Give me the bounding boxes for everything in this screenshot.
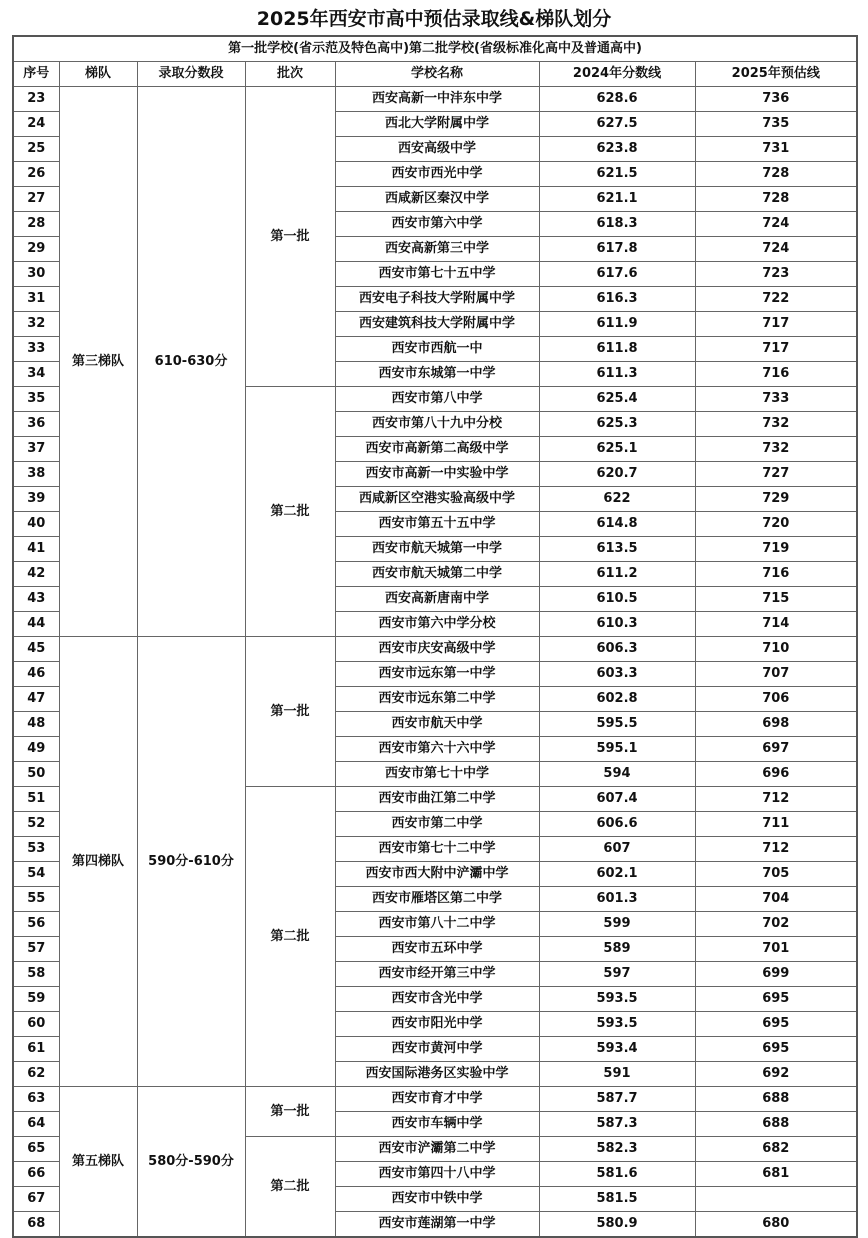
score-2024: 581.6 <box>539 1162 695 1187</box>
score-2024: 599 <box>539 912 695 937</box>
score-2025: 729 <box>695 487 857 512</box>
row-seq: 49 <box>13 737 59 762</box>
score-2025: 724 <box>695 212 857 237</box>
school-name: 西安市远东第一中学 <box>335 662 539 687</box>
score-2024: 595.5 <box>539 712 695 737</box>
score-2024: 625.1 <box>539 437 695 462</box>
row-seq: 29 <box>13 237 59 262</box>
row-seq: 64 <box>13 1112 59 1137</box>
school-name: 西咸新区空港实验高级中学 <box>335 487 539 512</box>
score-2025: 688 <box>695 1087 857 1112</box>
school-name: 西安市雁塔区第二中学 <box>335 887 539 912</box>
batch-cell: 第二批 <box>245 387 335 637</box>
score-range-cell: 610-630分 <box>137 87 245 637</box>
row-seq: 45 <box>13 637 59 662</box>
score-2025: 717 <box>695 337 857 362</box>
table-row <box>13 1087 857 1112</box>
score-2024: 606.6 <box>539 812 695 837</box>
school-name: 西安市第八十九中分校 <box>335 412 539 437</box>
school-name: 西安高新唐南中学 <box>335 587 539 612</box>
row-seq: 54 <box>13 862 59 887</box>
tier-cell: 第五梯队 <box>59 1087 137 1238</box>
score-2025: 706 <box>695 687 857 712</box>
score-2025: 728 <box>695 162 857 187</box>
score-2025: 732 <box>695 437 857 462</box>
score-2025: 682 <box>695 1137 857 1162</box>
score-2024: 580.9 <box>539 1212 695 1238</box>
school-name: 西安市庆安高级中学 <box>335 637 539 662</box>
score-2024: 625.3 <box>539 412 695 437</box>
school-name: 西安市经开第三中学 <box>335 962 539 987</box>
page-title: 2025年西安市高中预估录取线&梯队划分 <box>256 8 612 30</box>
row-seq: 28 <box>13 212 59 237</box>
score-2024: 611.9 <box>539 312 695 337</box>
score-2024: 597 <box>539 962 695 987</box>
score-2024: 591 <box>539 1062 695 1087</box>
score-2025: 692 <box>695 1062 857 1087</box>
score-2025: 695 <box>695 987 857 1012</box>
score-2025: 697 <box>695 737 857 762</box>
score-2024: 581.5 <box>539 1187 695 1212</box>
score-2024: 614.8 <box>539 512 695 537</box>
row-seq: 65 <box>13 1137 59 1162</box>
score-2025: 733 <box>695 387 857 412</box>
score-2025: 728 <box>695 187 857 212</box>
row-seq: 34 <box>13 362 59 387</box>
school-name: 西安市第八十二中学 <box>335 912 539 937</box>
row-seq: 61 <box>13 1037 59 1062</box>
school-name: 西安市浐灞第二中学 <box>335 1137 539 1162</box>
school-name: 西安市第二中学 <box>335 812 539 837</box>
score-2025: 712 <box>695 837 857 862</box>
header-tier: 梯队 <box>59 62 137 87</box>
admission-table <box>12 35 858 1238</box>
score-2025: 719 <box>695 537 857 562</box>
score-2025: 688 <box>695 1112 857 1137</box>
row-seq: 55 <box>13 887 59 912</box>
row-seq: 40 <box>13 512 59 537</box>
score-2025: 695 <box>695 1037 857 1062</box>
row-seq: 32 <box>13 312 59 337</box>
score-2024: 603.3 <box>539 662 695 687</box>
score-2025: 727 <box>695 462 857 487</box>
score-2025: 732 <box>695 412 857 437</box>
score-2025 <box>695 1187 857 1212</box>
score-2024: 623.8 <box>539 137 695 162</box>
row-seq: 62 <box>13 1062 59 1087</box>
score-2024: 607 <box>539 837 695 862</box>
score-2024: 593.5 <box>539 1012 695 1037</box>
school-name: 西安市育才中学 <box>335 1087 539 1112</box>
score-range-cell: 580分-590分 <box>137 1087 245 1238</box>
row-seq: 24 <box>13 112 59 137</box>
batch-cell: 第二批 <box>245 787 335 1087</box>
row-seq: 52 <box>13 812 59 837</box>
row-seq: 58 <box>13 962 59 987</box>
score-2024: 611.3 <box>539 362 695 387</box>
row-seq: 30 <box>13 262 59 287</box>
score-2025: 714 <box>695 612 857 637</box>
table-row <box>13 87 857 112</box>
score-2024: 606.3 <box>539 637 695 662</box>
row-seq: 57 <box>13 937 59 962</box>
school-name: 西咸新区秦汉中学 <box>335 187 539 212</box>
row-seq: 59 <box>13 987 59 1012</box>
row-seq: 56 <box>13 912 59 937</box>
school-name: 西安市航天城第一中学 <box>335 537 539 562</box>
school-name: 西安市高新一中实验中学 <box>335 462 539 487</box>
school-name: 西安市第六中学 <box>335 212 539 237</box>
score-2024: 602.1 <box>539 862 695 887</box>
score-2024: 621.5 <box>539 162 695 187</box>
row-seq: 63 <box>13 1087 59 1112</box>
school-name: 西安市航天中学 <box>335 712 539 737</box>
school-name: 西安市中铁中学 <box>335 1187 539 1212</box>
school-name: 西安市东城第一中学 <box>335 362 539 387</box>
row-seq: 53 <box>13 837 59 862</box>
school-name: 西安高级中学 <box>335 137 539 162</box>
score-2024: 610.3 <box>539 612 695 637</box>
row-seq: 66 <box>13 1162 59 1187</box>
score-2024: 587.3 <box>539 1112 695 1137</box>
score-2025: 699 <box>695 962 857 987</box>
school-name: 西北大学附属中学 <box>335 112 539 137</box>
school-name: 西安高新第三中学 <box>335 237 539 262</box>
score-2024: 587.7 <box>539 1087 695 1112</box>
score-2024: 611.2 <box>539 562 695 587</box>
batch-cell: 第一批 <box>245 637 335 787</box>
score-2024: 617.6 <box>539 262 695 287</box>
score-2025: 680 <box>695 1212 857 1238</box>
score-2024: 601.3 <box>539 887 695 912</box>
row-seq: 50 <box>13 762 59 787</box>
school-name: 西安市航天城第二中学 <box>335 562 539 587</box>
header-school: 学校名称 <box>335 62 539 87</box>
row-seq: 38 <box>13 462 59 487</box>
score-2024: 582.3 <box>539 1137 695 1162</box>
school-name: 西安市高新第二高级中学 <box>335 437 539 462</box>
tier-cell: 第四梯队 <box>59 637 137 1087</box>
score-2024: 616.3 <box>539 287 695 312</box>
school-name: 西安市曲江第二中学 <box>335 787 539 812</box>
score-2025: 735 <box>695 112 857 137</box>
school-name: 西安高新一中沣东中学 <box>335 87 539 112</box>
table-row <box>13 637 857 662</box>
score-2025: 731 <box>695 137 857 162</box>
school-name: 西安市远东第二中学 <box>335 687 539 712</box>
score-2025: 710 <box>695 637 857 662</box>
score-2025: 707 <box>695 662 857 687</box>
score-2024: 621.1 <box>539 187 695 212</box>
score-2024: 593.5 <box>539 987 695 1012</box>
score-2025: 698 <box>695 712 857 737</box>
school-name: 西安电子科技大学附属中学 <box>335 287 539 312</box>
row-seq: 35 <box>13 387 59 412</box>
header-score-2025: 2025年预估线 <box>695 62 857 87</box>
score-2024: 625.4 <box>539 387 695 412</box>
row-seq: 60 <box>13 1012 59 1037</box>
batch-cell: 第一批 <box>245 1087 335 1137</box>
score-2024: 627.5 <box>539 112 695 137</box>
school-name: 西安市第七十二中学 <box>335 837 539 862</box>
score-2025: 695 <box>695 1012 857 1037</box>
school-name: 西安国际港务区实验中学 <box>335 1062 539 1087</box>
school-name: 西安市第八中学 <box>335 387 539 412</box>
score-2025: 704 <box>695 887 857 912</box>
school-name: 西安市车辆中学 <box>335 1112 539 1137</box>
row-seq: 48 <box>13 712 59 737</box>
score-2025: 702 <box>695 912 857 937</box>
school-name: 西安市黄河中学 <box>335 1037 539 1062</box>
school-name: 西安市第六十六中学 <box>335 737 539 762</box>
row-seq: 43 <box>13 587 59 612</box>
score-2024: 607.4 <box>539 787 695 812</box>
row-seq: 26 <box>13 162 59 187</box>
row-seq: 44 <box>13 612 59 637</box>
header-range: 录取分数段 <box>137 62 245 87</box>
score-2025: 720 <box>695 512 857 537</box>
score-2025: 716 <box>695 562 857 587</box>
row-seq: 39 <box>13 487 59 512</box>
tier-cell: 第三梯队 <box>59 87 137 637</box>
score-2025: 711 <box>695 812 857 837</box>
batch-cell: 第一批 <box>245 87 335 387</box>
score-2024: 628.6 <box>539 87 695 112</box>
score-2024: 589 <box>539 937 695 962</box>
score-2025: 681 <box>695 1162 857 1187</box>
score-2025: 723 <box>695 262 857 287</box>
school-name: 西安市五环中学 <box>335 937 539 962</box>
score-2024: 602.8 <box>539 687 695 712</box>
score-2025: 701 <box>695 937 857 962</box>
school-name: 西安市第五十五中学 <box>335 512 539 537</box>
school-name: 西安建筑科技大学附属中学 <box>335 312 539 337</box>
score-2025: 715 <box>695 587 857 612</box>
school-name: 西安市西航一中 <box>335 337 539 362</box>
row-seq: 33 <box>13 337 59 362</box>
row-seq: 27 <box>13 187 59 212</box>
header-seq: 序号 <box>13 62 59 87</box>
school-name: 西安市莲湖第一中学 <box>335 1212 539 1238</box>
score-2024: 620.7 <box>539 462 695 487</box>
school-name: 西安市西光中学 <box>335 162 539 187</box>
row-seq: 23 <box>13 87 59 112</box>
batch-cell: 第二批 <box>245 1137 335 1238</box>
row-seq: 67 <box>13 1187 59 1212</box>
header-batch: 批次 <box>245 62 335 87</box>
row-seq: 25 <box>13 137 59 162</box>
school-name: 西安市第四十八中学 <box>335 1162 539 1187</box>
row-seq: 46 <box>13 662 59 687</box>
score-2025: 724 <box>695 237 857 262</box>
school-name: 西安市含光中学 <box>335 987 539 1012</box>
row-seq: 41 <box>13 537 59 562</box>
score-2024: 610.5 <box>539 587 695 612</box>
header-score-2024: 2024年分数线 <box>539 62 695 87</box>
score-2025: 716 <box>695 362 857 387</box>
score-2024: 622 <box>539 487 695 512</box>
score-2025: 696 <box>695 762 857 787</box>
score-2024: 617.8 <box>539 237 695 262</box>
school-name: 西安市第七十中学 <box>335 762 539 787</box>
score-2024: 593.4 <box>539 1037 695 1062</box>
score-2025: 717 <box>695 312 857 337</box>
row-seq: 51 <box>13 787 59 812</box>
school-name: 西安市第七十五中学 <box>335 262 539 287</box>
school-name: 西安市第六中学分校 <box>335 612 539 637</box>
row-seq: 36 <box>13 412 59 437</box>
score-range-cell: 590分-610分 <box>137 637 245 1087</box>
row-seq: 47 <box>13 687 59 712</box>
table-subheader: 第一批学校(省示范及特色高中)第二批学校(省级标准化高中及普通高中) <box>13 36 857 62</box>
score-2025: 722 <box>695 287 857 312</box>
score-2025: 705 <box>695 862 857 887</box>
school-name: 西安市西大附中浐灞中学 <box>335 862 539 887</box>
score-2024: 618.3 <box>539 212 695 237</box>
row-seq: 31 <box>13 287 59 312</box>
score-2025: 736 <box>695 87 857 112</box>
row-seq: 68 <box>13 1212 59 1238</box>
score-2025: 712 <box>695 787 857 812</box>
score-2024: 594 <box>539 762 695 787</box>
school-name: 西安市阳光中学 <box>335 1012 539 1037</box>
row-seq: 37 <box>13 437 59 462</box>
row-seq: 42 <box>13 562 59 587</box>
score-2024: 611.8 <box>539 337 695 362</box>
score-2024: 613.5 <box>539 537 695 562</box>
score-2024: 595.1 <box>539 737 695 762</box>
